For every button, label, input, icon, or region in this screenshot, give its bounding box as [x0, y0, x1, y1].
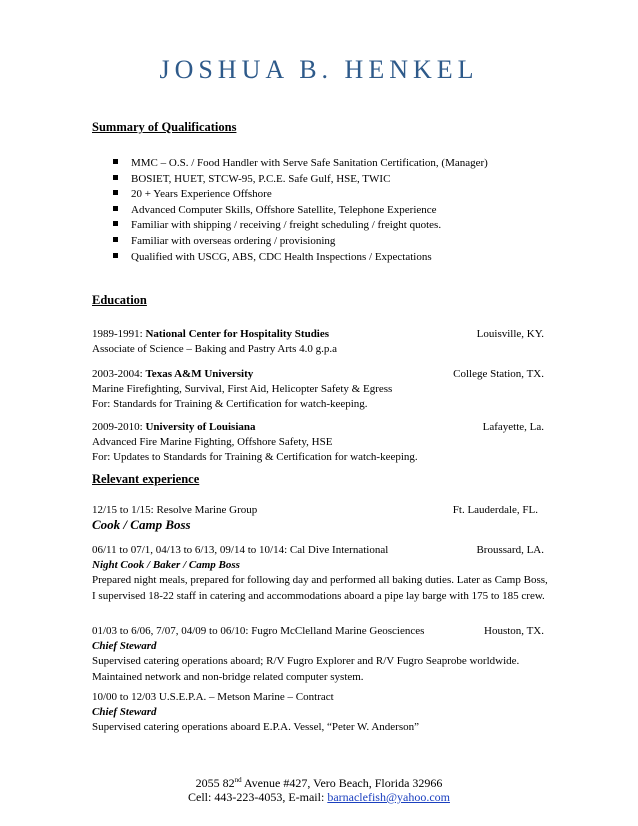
square-bullet-icon	[113, 253, 118, 258]
job-title: Chief Steward	[92, 706, 157, 718]
job-description: Supervised catering operations aboard E.P.A. Vessel, “Peter W. Anderson”	[92, 721, 419, 733]
square-bullet-icon	[113, 159, 118, 164]
edu-detail: Advanced Fire Marine Fighting, Offshore Safety, HSE	[92, 436, 333, 448]
education-entry-1	[92, 327, 544, 343]
job-dates: 06/11 to 07/1, 04/13 to 6/13, 09/14 to 10/14: Cal Dive International	[92, 544, 389, 556]
cell-phone: Cell: 443-223-4053, E-mail:	[188, 790, 328, 804]
summary-item: MMC – O.S. / Food Handler with Serve Safe Sanitation Certification, (Manager)	[113, 156, 488, 172]
summary-heading: Summary of Qualifications	[92, 120, 237, 134]
square-bullet-icon	[113, 221, 118, 226]
job-dates: 12/15 to 1/15: Resolve Marine Group	[92, 504, 258, 516]
edu-years: 2009-2010:	[92, 421, 146, 433]
square-bullet-icon	[113, 237, 118, 242]
education-entry-3	[92, 420, 544, 436]
summary-item: Qualified with USCG, ABS, CDC Health Inspections / Expectations	[113, 250, 432, 266]
job-4-header	[92, 690, 544, 706]
summary-item: 20 + Years Experience Offshore	[113, 187, 272, 203]
edu-school: University of Louisiana	[145, 421, 256, 433]
job-location: Ft. Lauderdale, FL.	[452, 504, 538, 516]
edu-school: Texas A&M University	[145, 368, 254, 380]
square-bullet-icon	[113, 206, 118, 211]
job-description: Prepared night meals, prepared for following day and performed all baking duties. Later as Camp Boss, I supervised 18-22 staff in catering and accommodations aboard a pipe lay barge with 175 to 185 crew.	[92, 574, 548, 602]
education-entry-2	[92, 367, 544, 383]
job-3-header	[92, 624, 544, 640]
footer-contact	[0, 789, 638, 806]
job-title: Night Cook / Baker / Camp Boss	[92, 559, 240, 571]
edu-detail: Associate of Science – Baking and Pastry Arts 4.0 g.p.a	[92, 343, 338, 355]
summary-item: Advanced Computer Skills, Offshore Satellite, Telephone Experience	[113, 203, 437, 219]
square-bullet-icon	[113, 175, 118, 180]
job-title: Chief Steward	[92, 640, 157, 652]
experience-heading: Relevant experience	[92, 472, 200, 486]
edu-years: 1989-1991:	[92, 328, 146, 340]
summary-item: Familiar with overseas ordering / provisioning	[113, 234, 335, 250]
candidate-name: JOSHUA B. HENKEL	[159, 55, 479, 84]
job-location: Broussard, LA.	[476, 544, 544, 556]
education-heading: Education	[92, 293, 147, 307]
email-link[interactable]: barnaclefish@yahoo.com	[327, 790, 450, 804]
edu-detail: For: Updates to Standards for Training & Certification for watch-keeping.	[92, 451, 418, 463]
job-location: Houston, TX.	[484, 625, 544, 637]
job-dates: 10/00 to 12/03 U.S.E.P.A. – Metson Marine – Contract	[92, 691, 334, 703]
edu-detail: Marine Firefighting, Survival, First Aid, Helicopter Safety & Egress	[92, 383, 393, 395]
edu-school: National Center for Hospitality Studies	[145, 328, 330, 340]
edu-location: College Station, TX.	[453, 368, 544, 380]
summary-item: Familiar with shipping / receiving / freight scheduling / freight quotes.	[113, 218, 441, 234]
summary-item: BOSIET, HUET, STCW-95, P.C.E. Safe Gulf, HSE, TWIC	[113, 172, 390, 188]
job-description: Supervised catering operations aboard; R/V Fugro Explorer and R/V Fugro Seaprobe worldwide. Maintained network and non-bridge related computer system.	[92, 655, 520, 683]
edu-years: 2003-2004:	[92, 368, 146, 380]
edu-location: Lafayette, La.	[482, 421, 544, 433]
job-2-header	[92, 543, 544, 559]
edu-detail: For: Standards for Training & Certification for watch-keeping.	[92, 398, 368, 410]
edu-location: Louisville, KY.	[476, 328, 544, 340]
job-dates: 01/03 to 6/06, 7/07, 04/09 to 06/10: Fugro McClelland Marine Geosciences	[92, 625, 425, 637]
job-title: Cook / Camp Boss	[92, 517, 191, 532]
square-bullet-icon	[113, 190, 118, 195]
footer-address: 2055 82nd Avenue #427, Vero Beach, Florida 32966	[195, 776, 443, 790]
